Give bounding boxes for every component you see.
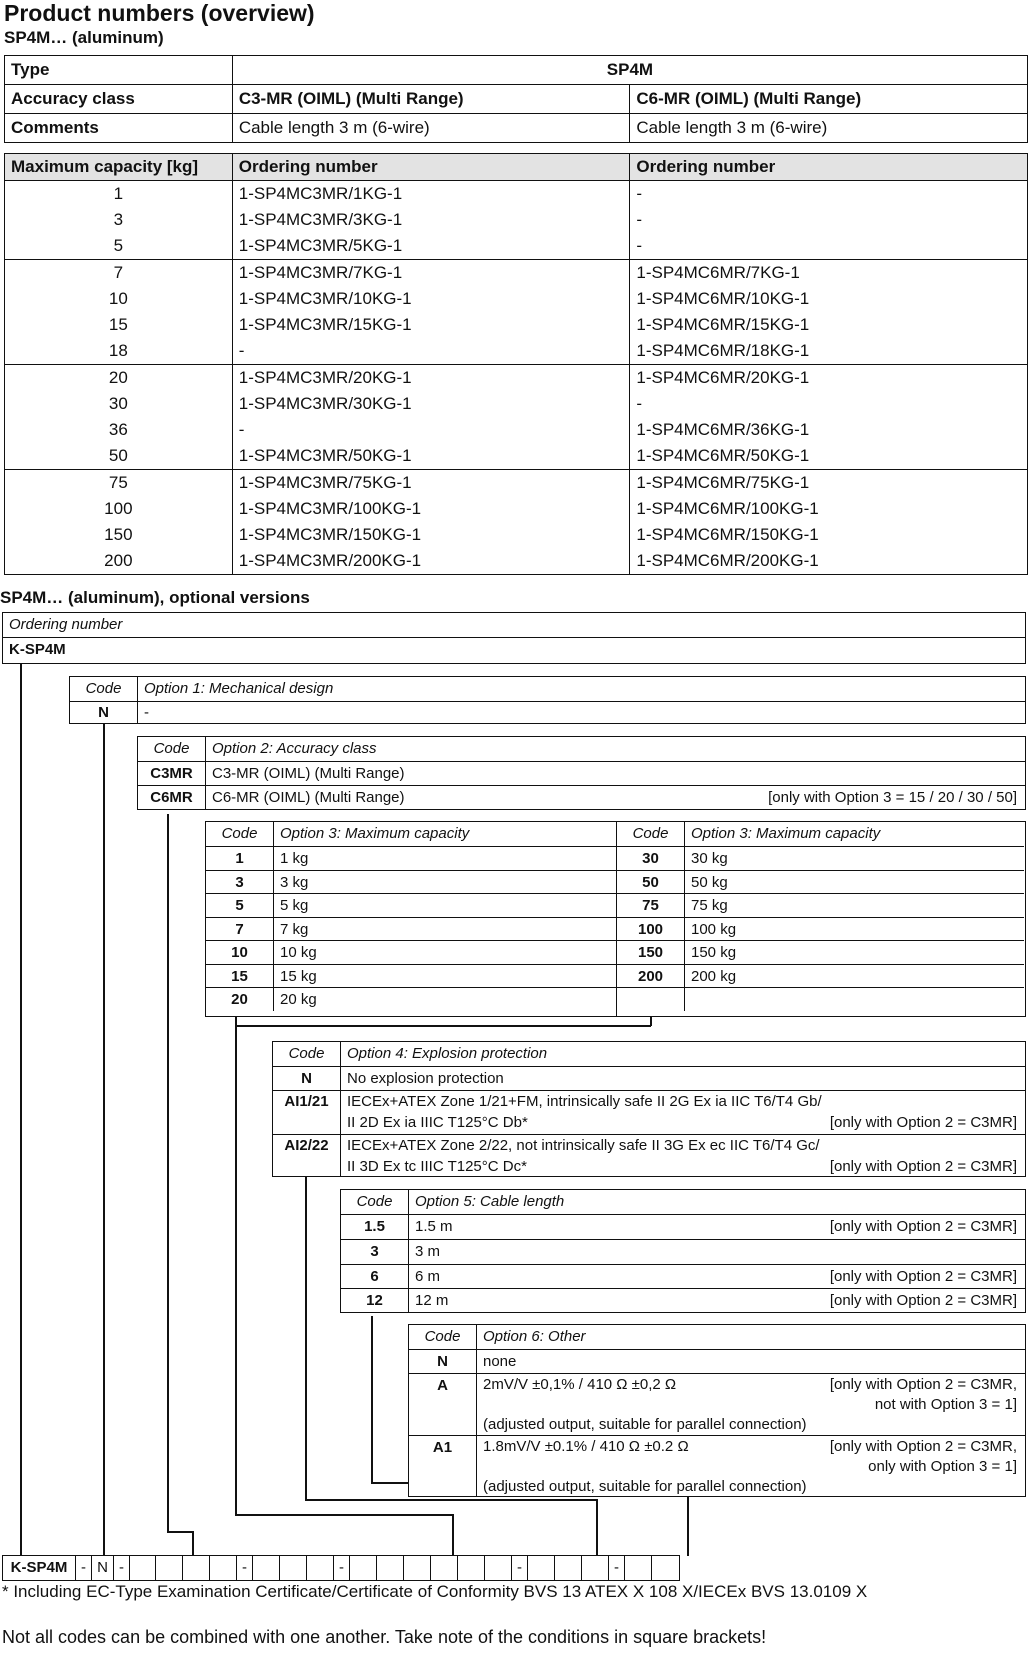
option3-code-header: Code: [617, 822, 685, 846]
code-option1: N: [92, 1556, 114, 1580]
capacity-value: 50: [108, 446, 128, 465]
option3-code: 100: [617, 918, 685, 941]
option6-title: Option 6: Other: [483, 1328, 586, 1345]
option2-code-c3mr: C3MR: [138, 762, 206, 785]
col-header-capacity: Maximum capacity [kg]: [5, 154, 233, 181]
capacity-value: 100: [104, 499, 133, 518]
code-slot: [210, 1556, 237, 1580]
capacity-value: 3: [113, 210, 124, 229]
option4-desc-ai121-line2: II 2D Ex ia IIIC T125°C Db*: [347, 1114, 528, 1131]
table-cell-c3: [232, 365, 630, 470]
capacity-value: 5: [113, 236, 124, 255]
option6-code-header: Code: [409, 1325, 477, 1349]
code-dash: -: [334, 1556, 350, 1580]
code-slot: [377, 1556, 404, 1580]
table-cell-caps: [5, 365, 233, 470]
option1-box: [69, 676, 1026, 724]
option3-title: Option 3: Maximum capacity: [691, 825, 881, 842]
option3-desc: 200 kg: [691, 967, 737, 985]
option6-box: [408, 1324, 1026, 1497]
option5-code-header: Code: [341, 1190, 409, 1214]
option1-code-header: Code: [70, 677, 138, 701]
ordering-number: 1-SP4MC6MR/50KG-1: [636, 446, 810, 465]
option3-code: 5: [206, 894, 274, 917]
option3-code: 150: [617, 941, 685, 964]
code-slot: [458, 1556, 485, 1580]
table-cell-caps: [5, 470, 233, 575]
option4-desc-ai222-line2: II 3D Ex tc IIIC T125°C Dc*: [347, 1158, 527, 1175]
page-title: Product numbers (overview): [4, 0, 315, 26]
option3-code: 200: [617, 965, 685, 988]
option6-code-n: N: [409, 1350, 477, 1373]
option3-desc: [685, 988, 1024, 1011]
option5-note-12: [only with Option 2 = C3MR]: [829, 1292, 1017, 1309]
code-dash: -: [512, 1556, 528, 1580]
table-cell-caps: [5, 260, 233, 365]
ordering-code-row: [2, 1555, 680, 1581]
option3-code: 30: [617, 847, 685, 870]
option3-box: [205, 821, 1026, 1017]
ordering-number: -: [238, 420, 245, 439]
ordering-number: 1-SP4MC6MR/36KG-1: [636, 420, 810, 439]
option5-desc-12: 12 m: [415, 1292, 449, 1309]
capacity-value: 30: [108, 394, 128, 413]
option1-title: Option 1: Mechanical design: [144, 680, 334, 697]
overview-header-table: [4, 55, 1028, 143]
code-slot: [528, 1556, 555, 1580]
option3-desc: 10 kg: [280, 944, 317, 961]
code-slot: [404, 1556, 431, 1580]
table-cell-c6: [630, 470, 1028, 575]
ordering-number: -: [636, 210, 643, 229]
capacity-value: 150: [104, 525, 133, 544]
ordering-number: 1-SP4MC6MR/15KG-1: [636, 315, 810, 334]
option5-note-1-5: [only with Option 2 = C3MR]: [829, 1218, 1017, 1235]
code-slot: [555, 1556, 582, 1580]
code-slot: [307, 1556, 334, 1580]
table-cell-c3: [232, 470, 630, 575]
code-slot: [183, 1556, 210, 1580]
ordering-number: 1-SP4MC6MR/7KG-1: [636, 263, 800, 282]
option2-note-c6mr: [only with Option 3 = 15 / 20 / 30 / 50]: [768, 789, 1017, 806]
option5-title: Option 5: Cable length: [415, 1193, 565, 1210]
comments-label: Comments: [5, 114, 233, 143]
option6-note-a1-line1: [only with Option 2 = C3MR,: [829, 1438, 1017, 1455]
option3-desc: 3 kg: [280, 873, 309, 891]
option5-desc-6: 6 m: [415, 1268, 441, 1285]
option6-note-a-line1: [only with Option 2 = C3MR,: [829, 1376, 1017, 1393]
table-row-group: [5, 181, 1028, 260]
capacity-value: 10: [108, 289, 128, 308]
ordering-number: 1-SP4MC3MR/15KG-1: [238, 315, 412, 334]
ordering-number: 1-SP4MC6MR/100KG-1: [636, 499, 819, 518]
ordering-number: 1-SP4MC6MR/18KG-1: [636, 341, 810, 360]
accuracy-c6: C6-MR (OIML) (Multi Range): [630, 85, 1028, 114]
ordering-number: -: [636, 236, 643, 255]
option5-note-6: [only with Option 2 = C3MR]: [829, 1268, 1017, 1285]
capacity-value: 1: [113, 184, 124, 203]
comments-c6: Cable length 3 m (6-wire): [630, 114, 1028, 143]
code-slot: [130, 1556, 156, 1580]
code-dash: -: [237, 1556, 253, 1580]
option3-code: 3: [206, 871, 274, 894]
ordering-number-box: [2, 612, 1026, 664]
code-dash: -: [114, 1556, 130, 1580]
option3-desc: 50 kg: [691, 873, 728, 891]
capacity-value: 15: [108, 315, 128, 334]
capacity-value: 20: [108, 368, 128, 387]
table-cell-caps: [5, 181, 233, 260]
ordering-number: 1-SP4MC3MR/7KG-1: [238, 263, 403, 282]
ordering-number: -: [636, 394, 643, 413]
option5-box: [340, 1189, 1026, 1313]
option3-code: 75: [617, 894, 685, 917]
option3-desc: 100 kg: [691, 920, 737, 938]
code-slot: [280, 1556, 307, 1580]
option3-left-column: [206, 822, 616, 1016]
ordering-numbers-table: [4, 153, 1028, 575]
option2-desc-c3mr: C3-MR (OIML) (Multi Range): [212, 765, 405, 782]
option3-desc: 75 kg: [691, 897, 728, 914]
ordering-number: 1-SP4MC3MR/5KG-1: [238, 236, 403, 255]
table-cell-c3: [232, 181, 630, 260]
ordering-number: 1-SP4MC3MR/3KG-1: [238, 210, 403, 229]
ordering-number: 1-SP4MC3MR/50KG-1: [238, 446, 412, 465]
option1-code: N: [70, 702, 138, 723]
ordering-number: 1-SP4MC3MR/20KG-1: [238, 368, 412, 387]
option3-code: 15: [206, 965, 274, 988]
option4-code-header: Code: [273, 1042, 341, 1066]
option4-code-ai222: AI2/22: [273, 1135, 341, 1176]
option5-desc-1-5: 1.5 m: [415, 1218, 453, 1235]
option3-desc: 15 kg: [280, 967, 317, 985]
capacity-value: 18: [108, 341, 128, 360]
option3-code-header: Code: [206, 822, 274, 846]
capacity-value: 200: [104, 551, 133, 570]
ordering-number: 1-SP4MC3MR/75KG-1: [238, 473, 412, 492]
option3-desc: 5 kg: [280, 897, 309, 914]
ordering-number: 1-SP4MC3MR/150KG-1: [238, 525, 422, 544]
option5-code-12: 12: [341, 1289, 409, 1312]
option5-code-6: 6: [341, 1265, 409, 1288]
table-cell-c6: [630, 260, 1028, 365]
code-dash: -: [76, 1556, 92, 1580]
accuracy-c3: C3-MR (OIML) (Multi Range): [232, 85, 630, 114]
option3-desc: 7 kg: [280, 920, 309, 938]
table-row-group: [5, 470, 1028, 575]
option3-title: Option 3: Maximum capacity: [280, 825, 470, 842]
option3-code: 7: [206, 918, 274, 941]
table-cell-c6: [630, 181, 1028, 260]
code-slot: [652, 1556, 679, 1580]
capacity-value: 7: [113, 263, 124, 282]
option3-code: 50: [617, 871, 685, 894]
code-prefix: K-SP4M: [3, 1556, 76, 1580]
option6-desc-a: 2mV/V ±0,1% / 410 Ω ±0,2 Ω: [483, 1376, 677, 1393]
option6-code-a1: A1: [409, 1436, 477, 1496]
option4-note-ai222: [only with Option 2 = C3MR]: [829, 1158, 1017, 1175]
option3-right-column: [616, 822, 1024, 1016]
option6-desc-a-detail: (adjusted output, suitable for parallel connection): [483, 1416, 807, 1433]
option6-note-a-line2: not with Option 3 = 1]: [874, 1396, 1017, 1413]
ordering-number: 1-SP4MC3MR/1KG-1: [238, 184, 403, 203]
code-slot: [156, 1556, 183, 1580]
option6-desc-n: none: [483, 1353, 517, 1370]
option4-desc-ai121-line1: IECEx+ATEX Zone 1/21+FM, intrinsically safe II 2G Ex ia IIC T6/T4 Gb/: [347, 1093, 822, 1110]
option6-code-a: A: [409, 1374, 477, 1435]
comments-c3: Cable length 3 m (6-wire): [232, 114, 630, 143]
capacity-value: 75: [108, 473, 128, 492]
table-cell-c3: [232, 260, 630, 365]
ordering-number: 1-SP4MC3MR/100KG-1: [238, 499, 422, 518]
option3-desc: 30 kg: [691, 850, 728, 867]
code-slot: [485, 1556, 512, 1580]
ordering-number-value: K-SP4M: [9, 641, 66, 658]
table-row-group: [5, 365, 1028, 470]
table-row-group: [5, 260, 1028, 365]
option5-code-3: 3: [341, 1240, 409, 1264]
combination-note: Not all codes can be combined with one another. Take note of the conditions in square brackets!: [2, 1627, 767, 1647]
ordering-number: 1-SP4MC6MR/75KG-1: [636, 473, 810, 492]
option5-desc-3: 3 m: [415, 1243, 441, 1260]
option4-note-ai121: [only with Option 2 = C3MR]: [829, 1114, 1017, 1131]
ordering-number: 1-SP4MC6MR/200KG-1: [636, 551, 819, 570]
option4-title: Option 4: Explosion protection: [347, 1045, 548, 1062]
option5-code-1-5: 1.5: [341, 1215, 409, 1239]
option3-desc: 150 kg: [691, 944, 737, 961]
option2-desc-c6mr: C6-MR (OIML) (Multi Range): [212, 789, 405, 806]
col-header-ordering-c6: Ordering number: [630, 154, 1028, 181]
section-heading-aluminum: SP4M… (aluminum): [4, 28, 164, 47]
code-slot: [253, 1556, 280, 1580]
option4-code-ai121: AI1/21: [273, 1091, 341, 1134]
ordering-number: 1-SP4MC3MR/30KG-1: [238, 394, 412, 413]
ordering-number: -: [636, 184, 643, 203]
option6-note-a1-line2: only with Option 3 = 1]: [868, 1458, 1017, 1475]
option3-desc: 1 kg: [280, 850, 309, 867]
code-slot: [582, 1556, 609, 1580]
option2-box: [137, 736, 1026, 810]
ordering-number: 1-SP4MC6MR/150KG-1: [636, 525, 819, 544]
option2-code-c6mr: C6MR: [138, 786, 206, 809]
ordering-number-label: Ordering number: [9, 616, 123, 633]
option3-code: 1: [206, 847, 274, 870]
option4-desc-ai222-line1: IECEx+ATEX Zone 2/22, not intrinsically safe II 3G Ex ec IIC T6/T4 Gc/: [347, 1137, 820, 1154]
option2-title: Option 2: Accuracy class: [212, 740, 377, 757]
code-slot: [625, 1556, 652, 1580]
ordering-number: 1-SP4MC6MR/20KG-1: [636, 368, 810, 387]
option6-desc-a1: 1.8mV/V ±0.1% / 410 Ω ±0.2 Ω: [483, 1438, 689, 1455]
ordering-number: 1-SP4MC3MR/200KG-1: [238, 551, 422, 570]
option6-desc-a1-detail: (adjusted output, suitable for parallel connection): [483, 1478, 807, 1495]
option4-code-n: N: [273, 1067, 341, 1090]
col-header-ordering-c3: Ordering number: [232, 154, 630, 181]
option3-code: 20: [206, 988, 274, 1011]
footnote: * Including EC-Type Examination Certificate/Certificate of Conformity BVS 13 ATEX X 108 X/IECEx BVS 13.0109 X: [2, 1582, 868, 1601]
table-cell-c6: [630, 365, 1028, 470]
option3-code: [617, 988, 685, 1011]
ordering-number: 1-SP4MC6MR/10KG-1: [636, 289, 810, 308]
option3-code: 10: [206, 941, 274, 964]
option3-desc: 20 kg: [280, 991, 317, 1008]
section-heading-optional: SP4M… (aluminum), optional versions: [0, 588, 310, 607]
type-value: SP4M: [232, 56, 1027, 85]
code-slot: [350, 1556, 377, 1580]
code-dash: -: [609, 1556, 625, 1580]
option4-box: [272, 1041, 1026, 1177]
option1-desc: -: [144, 704, 149, 721]
ordering-number: -: [238, 341, 245, 360]
option2-code-header: Code: [138, 737, 206, 761]
type-label: Type: [5, 56, 233, 85]
ordering-number: 1-SP4MC3MR/10KG-1: [238, 289, 412, 308]
option4-desc-n: No explosion protection: [347, 1070, 504, 1087]
capacity-value: 36: [108, 420, 128, 439]
accuracy-label: Accuracy class: [5, 85, 233, 114]
code-slot: [431, 1556, 458, 1580]
